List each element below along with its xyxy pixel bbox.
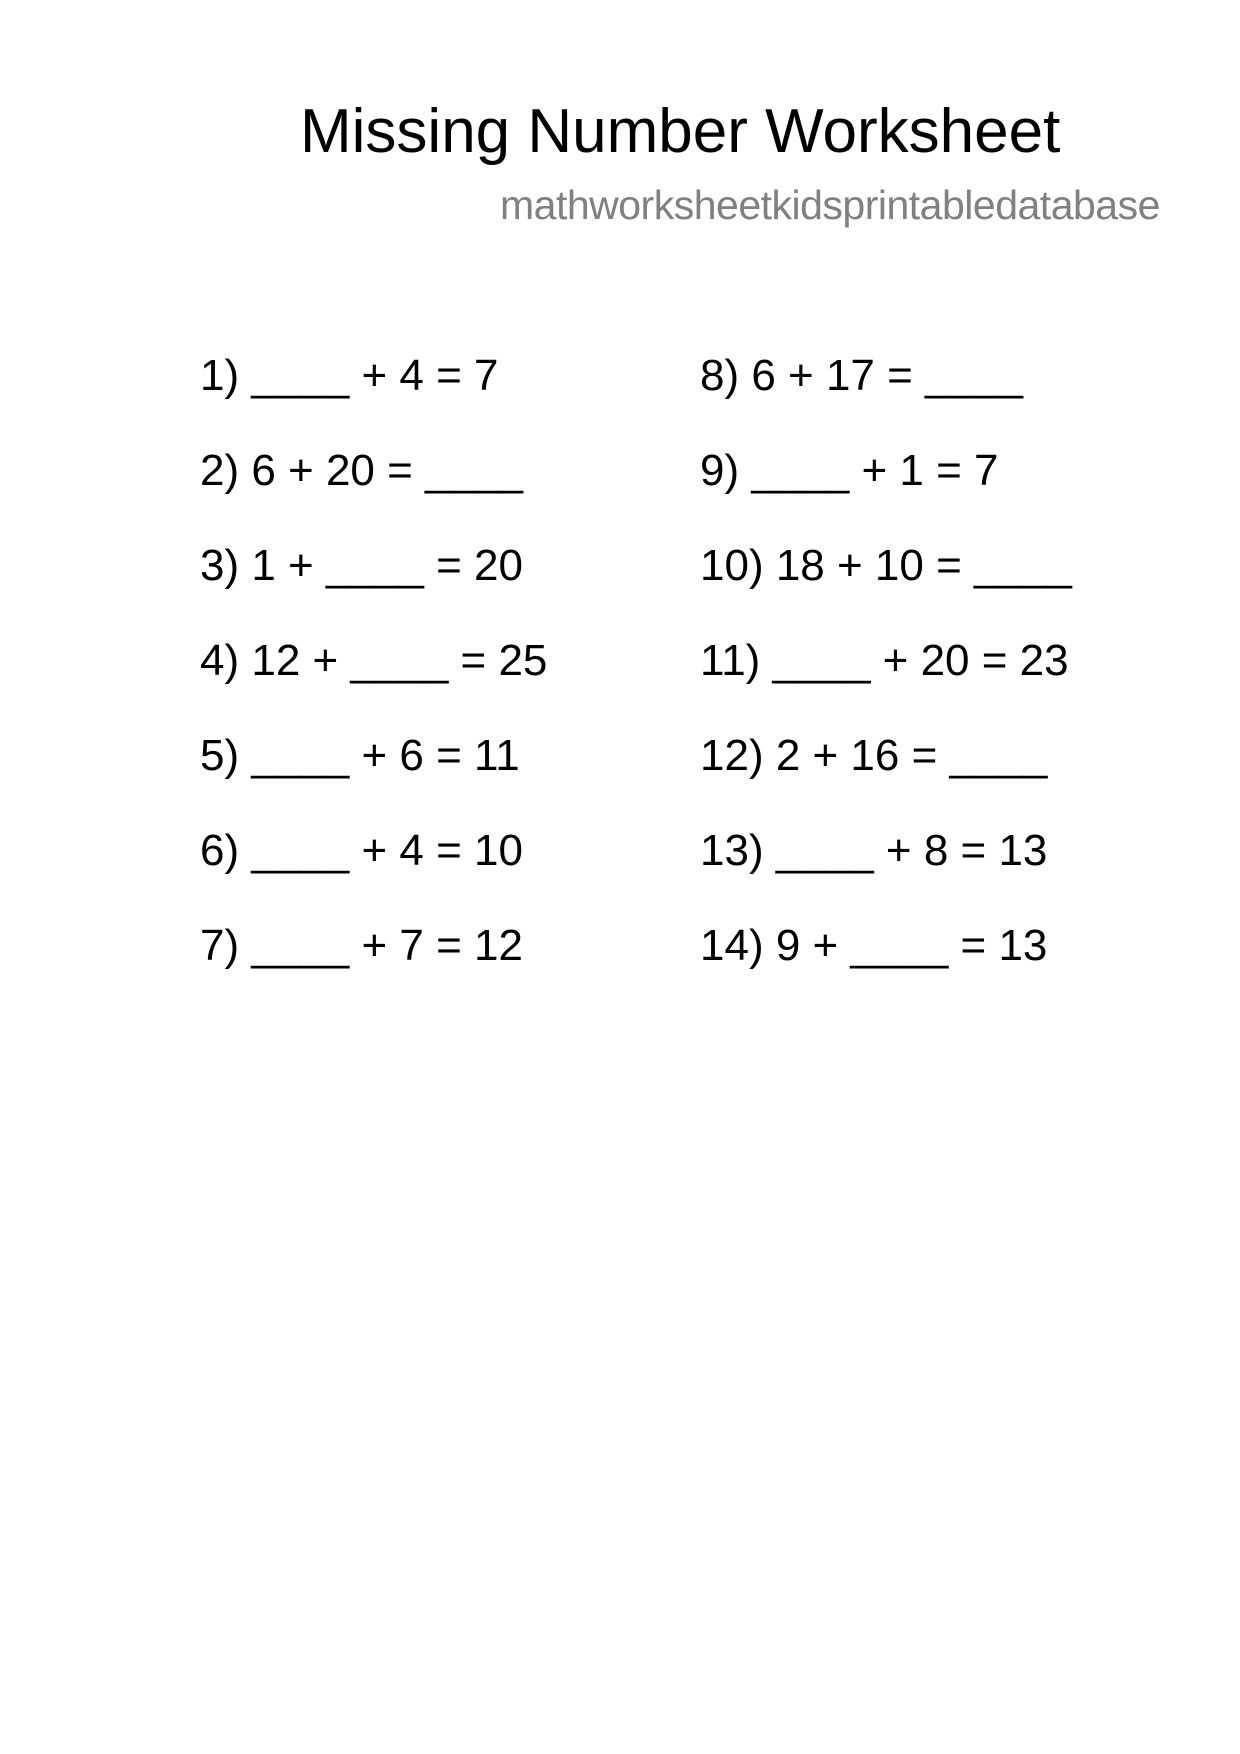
problem: 6) ____ + 4 = 10	[200, 826, 523, 875]
problem: 4) 12 + ____ = 25	[200, 636, 548, 685]
problem: 14) 9 + ____ = 13	[700, 921, 1048, 970]
problem: 2) 6 + 20 = ____	[200, 446, 523, 495]
problem: 11) ____ + 20 = 23	[700, 636, 1069, 685]
problem: 1) ____ + 4 = 7	[200, 351, 499, 400]
problems-right-column	[700, 348, 1072, 1013]
problem: 8) 6 + 17 = ____	[700, 351, 1023, 400]
problem: 10) 18 + 10 = ____	[700, 541, 1072, 590]
source-watermark: mathworksheetkidsprintabledatabase	[500, 182, 1160, 228]
problem: 12) 2 + 16 = ____	[700, 731, 1048, 780]
worksheet-title: Missing Number Worksheet	[300, 97, 1061, 166]
problems-left-column	[200, 348, 547, 1013]
problem: 7) ____ + 7 = 12	[200, 921, 523, 970]
problem: 13) ____ + 8 = 13	[700, 826, 1048, 875]
problem: 5) ____ + 6 = 11	[200, 731, 520, 780]
problem: 3) 1 + ____ = 20	[200, 541, 523, 590]
problem: 9) ____ + 1 = 7	[700, 446, 999, 495]
